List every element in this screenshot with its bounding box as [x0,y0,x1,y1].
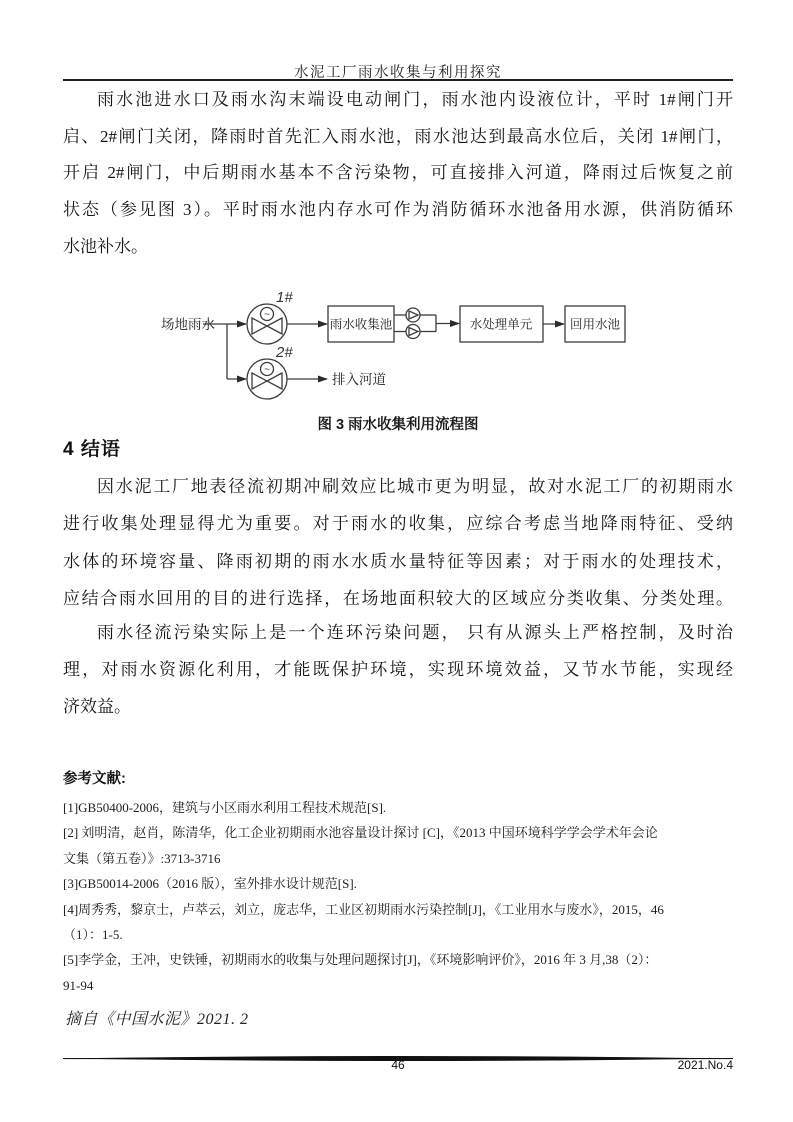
reference-item: [4]周秀秀，黎京士，卢萃云，刘立，庞志华，工业区初期雨水污染控制[J]，《工业用水与废水》，2015，46 [63,901,664,917]
text-line: 应结合雨水回用的目的进行选择，在场地面积较大的区域应分类收集、分类处理。 [63,589,733,609]
references-heading: 参考文献: [63,771,126,787]
paragraph-intro [63,88,733,271]
running-header-title: 水泥工厂雨水收集与利用探究 [294,65,502,81]
text-line: 启、2#闸门关闭，降雨时首先汇入雨水池，雨水池达到最高水位后，关闭 1#闸门， [63,126,733,146]
reference-item: 文集（第五卷）》:3713-3716 [63,850,221,866]
text-line: 雨水池进水口及雨水沟末端设电动闸门，雨水池内设液位计，平时 1#闸门开 [97,90,733,109]
reference-item: [1]GB50400-2006，建筑与小区雨水利用工程技术规范[S]. [63,800,387,815]
header-rule [63,79,733,81]
reuse-pool-label: 回用水池 [569,317,621,332]
figure-flow-diagram [140,280,650,410]
collection-pool-label: 雨水收集池 [329,317,393,332]
reference-item: [3]GB50014-2006（2016 版），室外排水设计规范[S]. [63,876,357,892]
footer-page-number: 46 [391,1058,405,1072]
text-line: 因水泥工厂地表径流初期冲刷效应比城市更为明显，故对水泥工厂的初期雨水 [97,477,733,496]
text-line: 济效益。 [63,697,131,717]
valve-1-icon [247,304,287,344]
discharge-label: 排入河道 [332,372,386,387]
pump-group [394,308,436,339]
source-label: 场地雨水 [161,317,215,332]
paragraph-conclusion-1 [63,475,733,625]
text-line: 水体的环境容量、降雨初期的雨水水质水量特征等因素；对于雨水的处理技术， [63,551,733,571]
reference-item: [2] 刘明清，赵肖，陈清华，化工企业初期雨水池容量设计探讨 [C]，《2013 中国环境科学学会学术年会论 [63,825,658,841]
footer-issue-label: 2021.No.4 [677,1058,733,1072]
section-heading: 4 结语 [63,439,121,460]
footer-rule [63,1050,733,1058]
reference-item: [5]李学金，王冲，史铁锤，初期雨水的收集与处理问题探讨[J]，《环境影响评价》，2016 年 3 月,38（2）： [63,952,658,968]
text-line: 开启 2#闸门，中后期雨水基本不含污染物，可直接排入河道，降雨过后恢复之前 [63,163,733,183]
pump-icon [406,325,420,339]
valve-2-icon [247,359,287,399]
text-line: 理，对雨水资源化利用，才能既保护环境，实现环境效益，又节水节能，实现经 [63,659,733,679]
valve-2-label: 2# [276,344,293,361]
text-line: 水池补水。 [63,236,148,256]
paragraph-conclusion-2 [63,621,733,733]
text-line: 雨水径流污染实际上是一个连环污染问题， 只有从源头上严格控制，及时治 [97,622,733,642]
reference-item: （1）：1-5. [63,926,123,942]
motor-wave-symbol: ~ [264,309,270,321]
treatment-unit-label: 水处理单元 [469,317,533,332]
pump-icon [406,308,420,322]
valve-1-label: 1# [276,289,293,306]
text-line: 状态（参见图 3）。平时雨水池内存水可作为消防循环水池备用水源，供消防循环 [63,200,733,220]
reference-item: 91-94 [63,977,94,993]
figure-caption: 图 3 雨水收集利用流程图 [317,417,479,433]
references-section [63,770,735,1000]
motor-wave-symbol: ~ [264,364,270,376]
source-note: 摘自《中国水泥》2021. 2 [65,1011,249,1028]
flow-diagram-svg [140,280,650,410]
text-line: 进行收集处理显得尤为重要。对于雨水的收集，应综合考虑当地降雨特征、受纳 [63,514,733,534]
